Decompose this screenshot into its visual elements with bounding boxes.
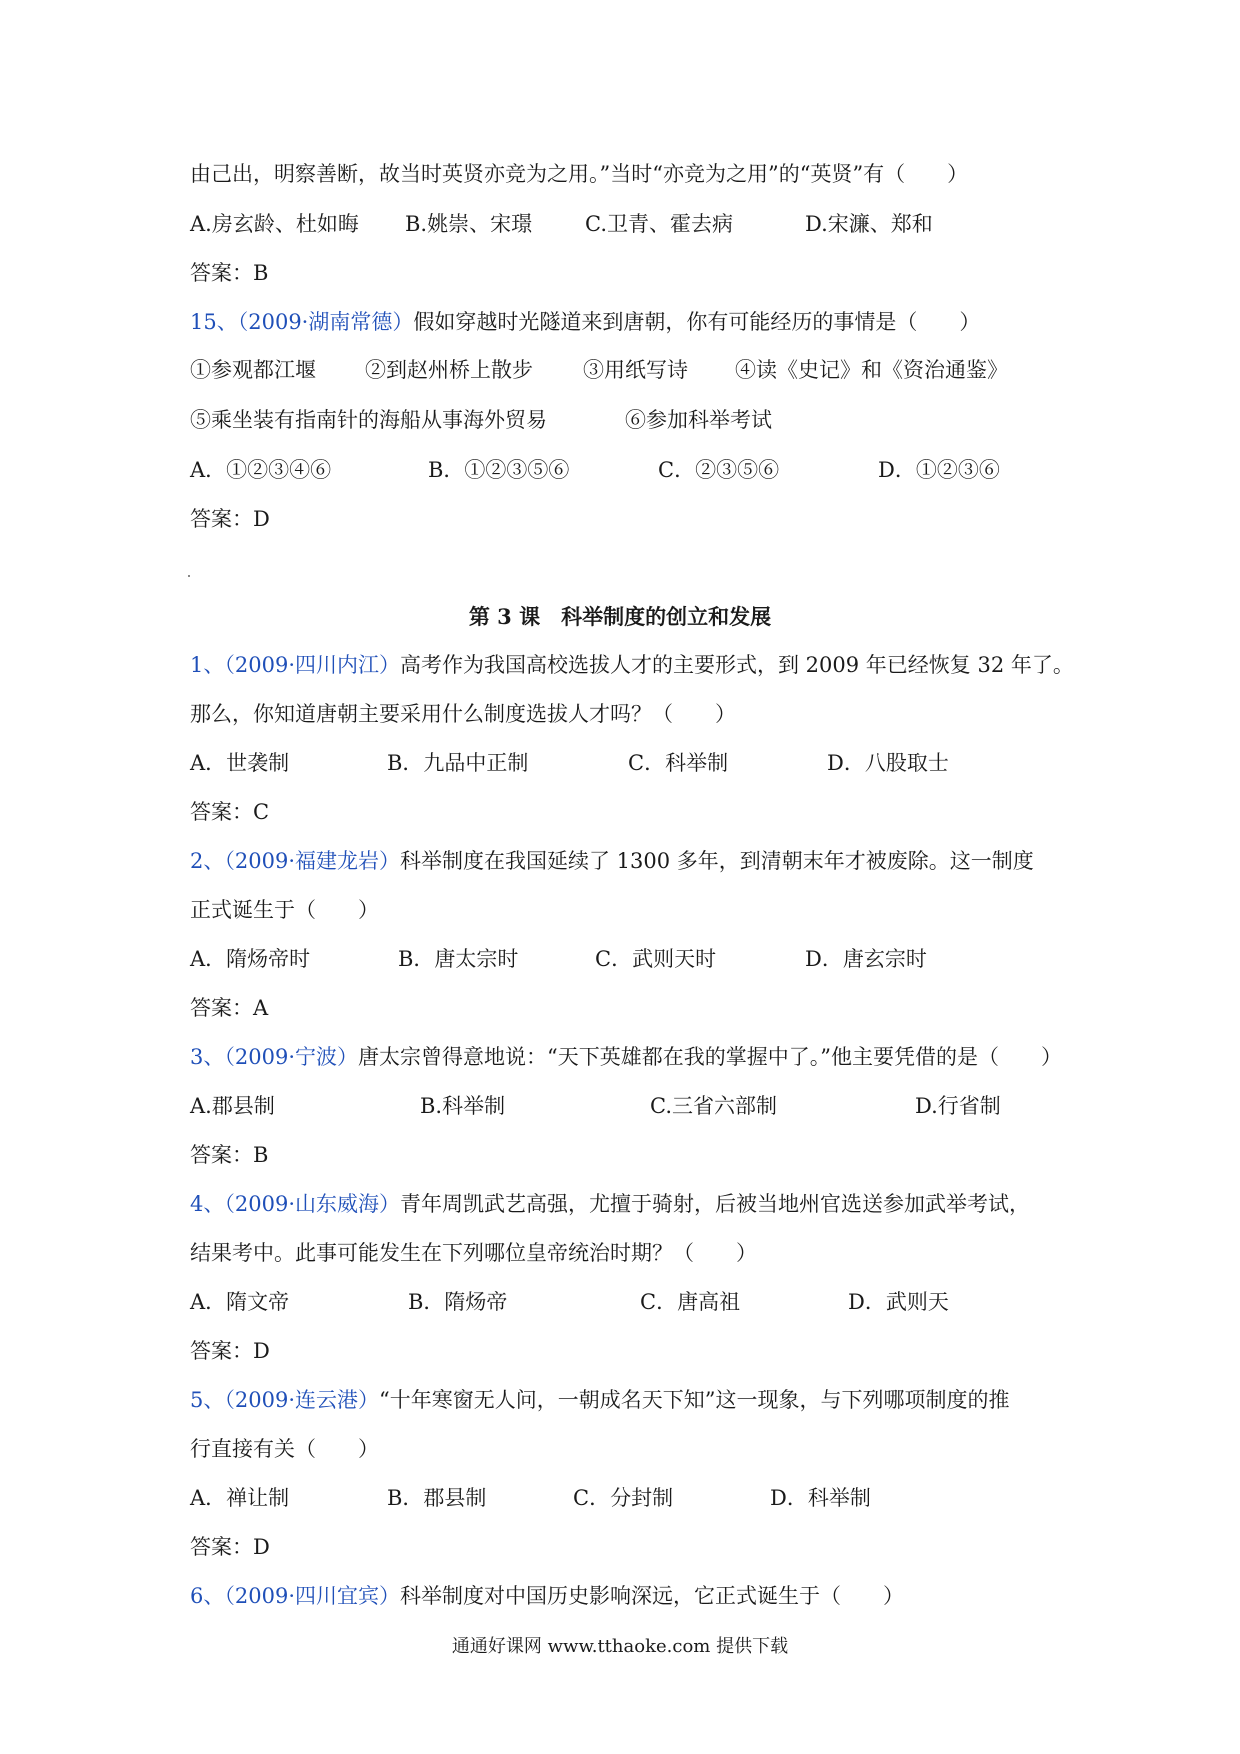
question-4 — [190, 1190, 1030, 1218]
option-a: A．①②③④⑥ — [190, 458, 332, 482]
question-6 — [190, 1582, 904, 1610]
question-stem: 科举制度对中国历史影响深远，它正式诞生于（ ） — [400, 1584, 904, 1608]
option-a: A．世袭制 — [190, 751, 290, 775]
question-stem-continuation: 由己出，明察善断，故当时英贤亦竞为之用。”当时“亦竞为之用”的“英贤”有（ ） — [190, 162, 969, 186]
question-stem: 科举制度在我国延续了 1300 多年，到清朝末年才被废除。这一制度 — [400, 849, 1034, 873]
question-stem: 高考作为我国高校选拔人才的主要形式，到 2009 年已经恢复 32 年了。 — [400, 653, 1074, 677]
question-source: （2009·福建龙岩） — [224, 849, 400, 873]
option-a: A.郡县制 — [190, 1094, 275, 1118]
answer: 答案：B — [190, 1143, 269, 1167]
statement-item: ④读《史记》和《资治通鉴》 — [735, 358, 1008, 382]
option-a: A．隋炀帝时 — [190, 947, 311, 971]
option-d: D．科举制 — [770, 1486, 871, 1510]
option-a: A．禅让制 — [190, 1486, 290, 1510]
question-source: （2009·连云港） — [224, 1388, 379, 1412]
question-stem-line: 那么，你知道唐朝主要采用什么制度选拔人才吗？（ ） — [190, 702, 736, 726]
question-number: 15、 — [190, 310, 238, 334]
answer: 答案：C — [190, 800, 270, 824]
option-b: B．唐太宗时 — [398, 947, 519, 971]
option-b: B．郡县制 — [387, 1486, 487, 1510]
option-b: B.科举制 — [420, 1094, 506, 1118]
option-a: A.房玄龄、杜如晦 — [190, 212, 359, 236]
option-d: D．唐玄宗时 — [805, 947, 927, 971]
section-title: 第 3 课 科举制度的创立和发展 — [468, 604, 772, 629]
option-b: B．①②③⑤⑥ — [428, 458, 570, 482]
question-stem-line: 结果考中。此事可能发生在下列哪位皇帝统治时期？（ ） — [190, 1241, 757, 1265]
question-15 — [190, 308, 980, 336]
option-c: C．分封制 — [573, 1486, 674, 1510]
question-source: （2009·山东威海） — [224, 1192, 400, 1216]
question-number: 3、 — [190, 1045, 225, 1069]
option-c: C．武则天时 — [595, 947, 717, 971]
question-3 — [190, 1043, 1062, 1071]
question-source: （2009·湖南常德） — [237, 310, 414, 334]
question-source: （2009·宁波） — [224, 1045, 358, 1069]
answer: 答案：A — [190, 996, 269, 1020]
question-5 — [190, 1386, 1009, 1414]
statement-item: ②到赵州桥上散步 — [365, 358, 533, 382]
answer: 答案：B — [190, 261, 269, 285]
statement-item: ③用纸写诗 — [583, 358, 688, 382]
question-number: 4、 — [190, 1192, 225, 1216]
question-stem: 青年周凯武艺高强，尤擅于骑射，后被当地州官选送参加武举考试， — [400, 1192, 1030, 1216]
option-c: C．②③⑤⑥ — [658, 458, 780, 482]
statement-item: ⑥参加科举考试 — [625, 408, 772, 432]
answer: 答案：D — [190, 1535, 270, 1559]
question-stem-line: 正式诞生于（ ） — [190, 898, 379, 922]
option-b: B．隋炀帝 — [408, 1290, 508, 1314]
option-b: B．九品中正制 — [387, 751, 529, 775]
option-a: A．隋文帝 — [190, 1290, 290, 1314]
question-1 — [190, 651, 1074, 679]
option-c: C.卫青、霍去病 — [585, 212, 733, 236]
statement-item: ①参观都江堰 — [190, 358, 316, 382]
scan-speck — [188, 575, 190, 577]
answer: 答案：D — [190, 1339, 270, 1363]
answer: 答案：D — [190, 507, 270, 531]
option-d: D.行省制 — [915, 1094, 1001, 1118]
statement-item: ⑤乘坐装有指南针的海船从事海外贸易 — [190, 408, 547, 432]
option-d: D．武则天 — [848, 1290, 949, 1314]
question-source: （2009·四川宜宾） — [224, 1584, 400, 1608]
option-d: D.宋濂、郑和 — [805, 212, 933, 236]
question-number: 6、 — [190, 1584, 225, 1608]
question-number: 2、 — [190, 849, 225, 873]
option-b: B.姚崇、宋璟 — [405, 212, 533, 236]
page-footer: 通通好课网 www.tthaoke.com 提供下载 — [451, 1636, 789, 1657]
question-source: （2009·四川内江） — [224, 653, 400, 677]
option-c: C．唐高祖 — [640, 1290, 741, 1314]
question-number: 1、 — [190, 653, 225, 677]
question-stem: 唐太宗曾得意地说：“天下英雄都在我的掌握中了。”他主要凭借的是（ ） — [358, 1045, 1062, 1069]
option-d: D．①②③⑥ — [878, 458, 1000, 482]
option-c: C．科举制 — [628, 751, 729, 775]
option-c: C.三省六部制 — [650, 1094, 777, 1118]
option-d: D．八股取士 — [827, 751, 949, 775]
question-stem: “十年寒窗无人问，一朝成名天下知”这一现象，与下列哪项制度的推 — [379, 1388, 1010, 1412]
question-stem-line: 行直接有关（ ） — [190, 1437, 379, 1461]
question-number: 5、 — [190, 1388, 225, 1412]
question-stem: 假如穿越时光隧道来到唐朝，你有可能经历的事情是（ ） — [413, 310, 981, 334]
question-2 — [190, 847, 1034, 875]
